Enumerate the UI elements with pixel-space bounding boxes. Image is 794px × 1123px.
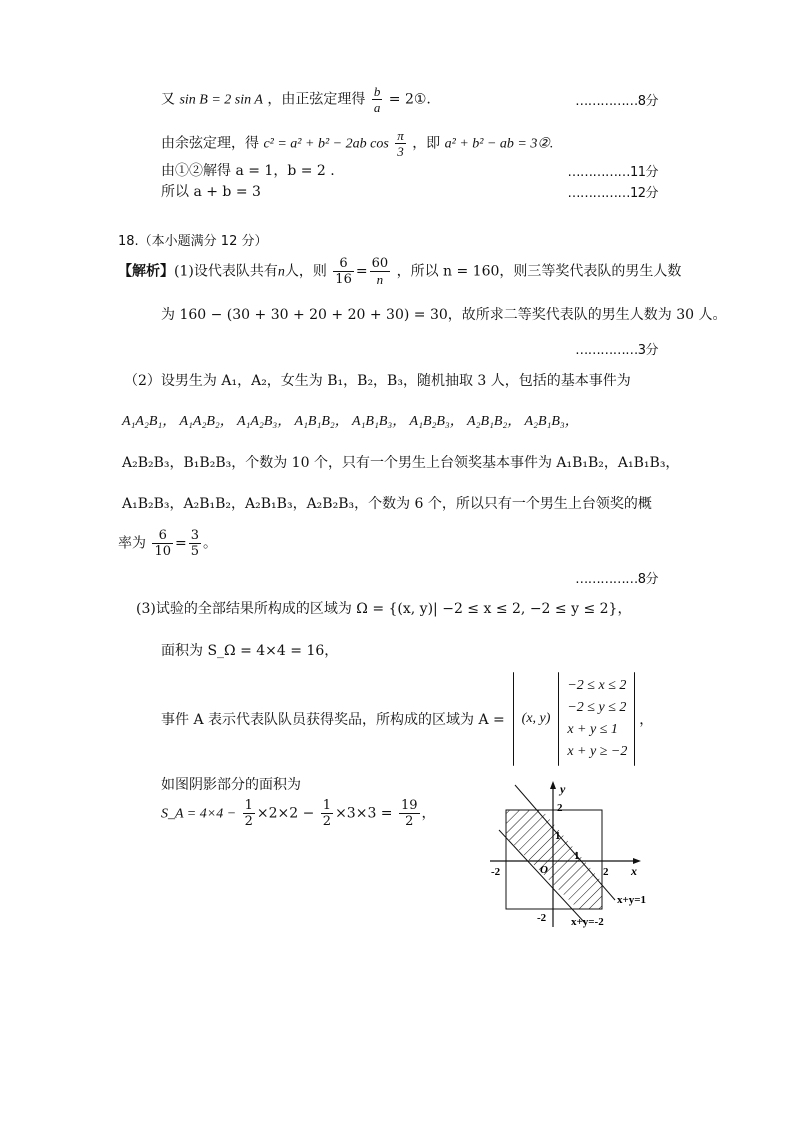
solution-part2-line3: A₂B₂B₃，B₁B₂B₃，个数为 10 个，只有一个男生上台领奖基本事件为 A₁B₁B₂，A₁B₁B₃， — [122, 455, 680, 471]
solution-part3-area: 面积为 S_Ω = 4×4 = 16， — [161, 643, 339, 659]
tick-label-2-x: 2 — [603, 866, 609, 878]
solution-part3-event: 事件 A 表示代表队队员获得奖品，所构成的区域为 A = (x, y) −2 ≤ x ≤ 2 −2 ≤ y ≤ 2 x + y ≤ 1 x + y ≥ −2 ， — [161, 672, 653, 766]
solution-line-sine-rule: 又 sin B = 2 sin A ，由正弦定理得 $\frac{b}{a}$ = 2①. — [161, 84, 431, 115]
score-marker: ……………8分 — [575, 572, 658, 587]
question-heading: 18.（本小题满分 12 分） — [118, 234, 268, 249]
fraction-60-over-n: $\frac{60}{n}$ — [371, 256, 389, 287]
set-brace-left — [513, 672, 514, 766]
solution-line-solve: 由①②解得 a = 1，b = 2 . — [161, 163, 335, 179]
line-label-x-plus-y-eq-1: x+y=1 — [617, 894, 647, 906]
score-marker: ……………3分 — [575, 343, 658, 358]
solution-part3-line1: (3)试验的全部结果所构成的区域为 Ω = {(x, y)| −2 ≤ x ≤ 2, −2 ≤ y ≤ 2}， — [136, 601, 632, 617]
solution-line-cosine-rule: 由余弦定理，得 c² = a² + b² − 2ab cos $\frac{\pi}{3}$ ，即 a² + b² − ab = 3②. — [161, 128, 554, 159]
set-brace-right — [634, 672, 635, 766]
tick-label-2-y: 2 — [557, 802, 563, 814]
tick-label-1-x: 1 — [574, 850, 580, 862]
fraction-6-over-16: $\frac{6}{16}$ — [335, 256, 352, 287]
fraction-b-over-a: $\frac{b}{a}$ — [373, 84, 381, 115]
solution-part1-line2: 为 160 − (30 + 30 + 20 + 20 + 30) = 30，故所求二等奖代表队的男生人数为 30 人。 — [161, 307, 727, 323]
tick-label-1-y: 1 — [555, 830, 561, 842]
solution-part2-line5: 率为 $\frac{6}{10}$ = $\frac{3}{5}$ 。 — [118, 528, 218, 559]
solution-part2-line4: A₁B₂B₃，A₂B₁B₂，A₂B₁B₃，A₂B₂B₃，个数为 6 个，所以只有一个男生上台领奖的概 — [122, 496, 652, 512]
y-axis-label: y — [560, 782, 566, 796]
system-brace — [558, 672, 559, 766]
line-label-x-plus-y-eq-neg2: x+y=-2 — [571, 916, 604, 928]
tick-label-neg2-x: -2 — [491, 866, 501, 878]
solution-line-result: 所以 a + b = 3 — [161, 184, 261, 200]
score-marker: ……………8分 — [575, 94, 658, 109]
fraction-pi-over-3: $\frac{\pi}{3}$ — [397, 128, 404, 159]
tick-label-neg2-y: -2 — [537, 912, 547, 924]
region-diagram — [485, 775, 660, 935]
condition-system: −2 ≤ x ≤ 2 −2 ≤ y ≤ 2 x + y ≤ 1 x + y ≥ −2 — [567, 678, 628, 759]
y-axis-arrow — [550, 781, 556, 789]
x-axis-label: x — [631, 864, 637, 878]
origin-label: O — [540, 864, 548, 876]
solution-part3-shade-text: 如图阴影部分的面积为 — [161, 777, 301, 793]
solution-part2-line1: （2）设男生为 A₁，A₂，女生为 B₁，B₂，B₃，随机抽取 3 人，包括的基本事件为 — [124, 373, 631, 389]
solution-part3-sa: S_A = 4×4 − $\frac{1}{2}$ ×2×2 − $\frac{1}{2}$ ×3×3 = $\frac{19}{2}$ ， — [161, 798, 436, 829]
fraction-3-over-5: $\frac{3}{5}$ — [190, 528, 200, 559]
shaded-region — [506, 810, 602, 909]
score-marker: ……………12分 — [567, 186, 658, 201]
score-marker: ……………11分 — [567, 165, 658, 180]
solution-part1-line1: 【解析】(1)设代表队共有n人，则 $\frac{6}{16}$ = $\frac{60}{n}$ ，所以 n = 160，则三等奖代表队的男生人数 — [118, 256, 682, 287]
solution-part2-line2: A₁A₂B₁， A₁A₂B₂， A₁A₂B₃， A₁B₁B₂， A₁B₁B₃， A₁B₂B₃， A₂B₁B₂， A₂B₁B₃， — [122, 414, 579, 429]
fraction-6-over-10: $\frac{6}{10}$ — [154, 528, 171, 559]
